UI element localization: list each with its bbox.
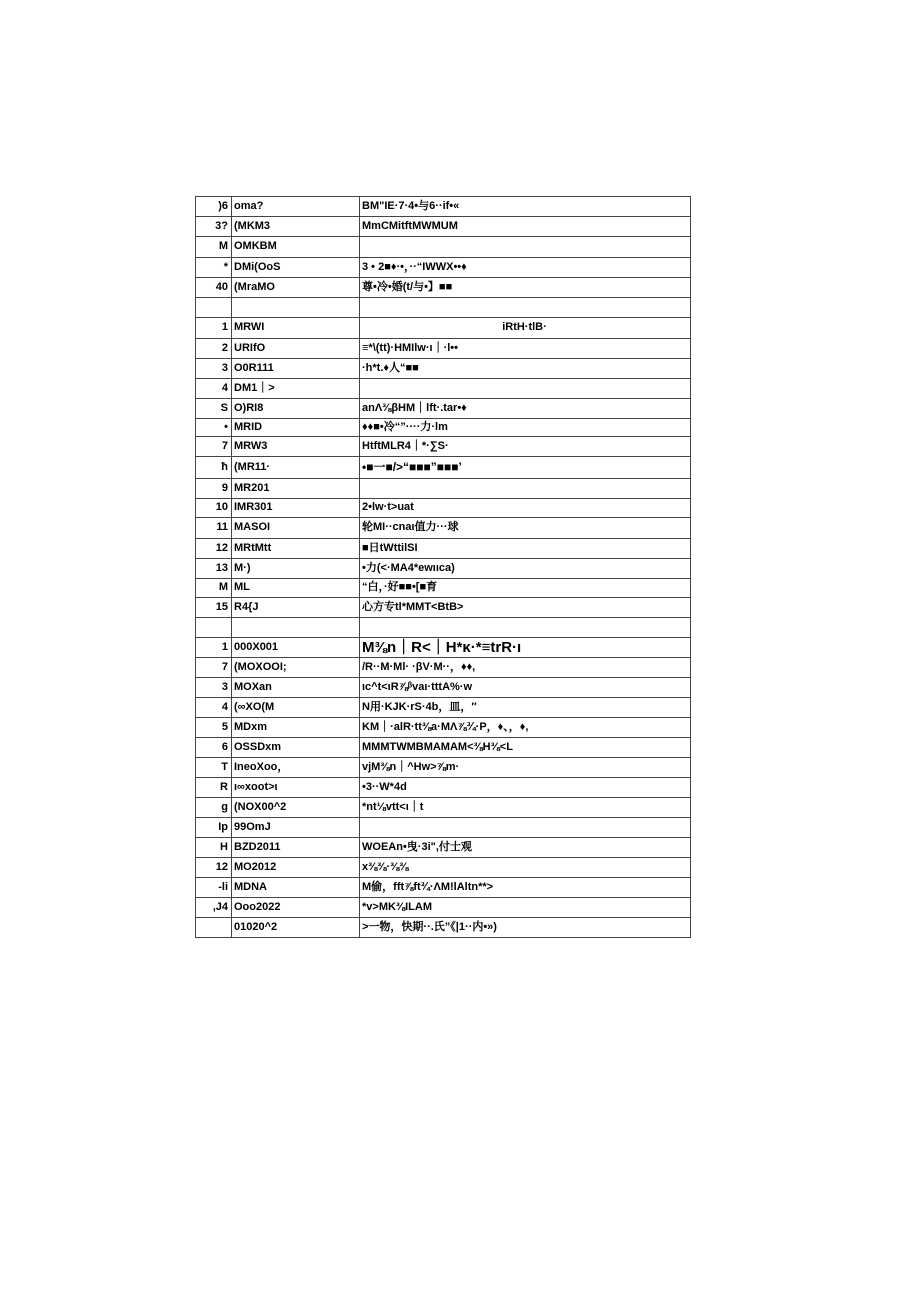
row-index-cell: • — [196, 419, 232, 437]
row-index-cell: 15 — [196, 598, 232, 618]
row-text-cell: 3 • 2■♦·•，··“IWWX••♦ — [360, 258, 691, 278]
table-row — [196, 298, 691, 318]
document-table — [195, 196, 691, 938]
row-text-cell: MmCMitftMWMUM — [360, 217, 691, 237]
row-index-cell: g — [196, 798, 232, 818]
row-text-cell: anΛ⅜βHM｜lft·.tar•♦ — [360, 399, 691, 419]
row-text-cell — [360, 618, 691, 638]
table-row — [196, 217, 691, 237]
row-text-cell: WOEAn•曳·3i",付士观 — [360, 838, 691, 858]
table-body — [196, 197, 691, 938]
row-code-cell: 99OmJ — [232, 818, 360, 838]
row-index-cell: 7 — [196, 658, 232, 678]
row-text-cell: ≡*\(tt)·HMIlw·ı｜·l•• — [360, 339, 691, 359]
row-index-cell: 3? — [196, 217, 232, 237]
row-code-cell: ML — [232, 579, 360, 598]
row-code-cell: 01020^2 — [232, 918, 360, 938]
table-row — [196, 419, 691, 437]
row-index-cell: H — [196, 838, 232, 858]
row-code-cell — [232, 298, 360, 318]
row-code-cell: R4{J — [232, 598, 360, 618]
table-row — [196, 278, 691, 298]
row-index-cell: 1 — [196, 318, 232, 339]
row-code-cell: O)RI8 — [232, 399, 360, 419]
row-code-cell: BZD2011 — [232, 838, 360, 858]
row-code-cell: MASOI — [232, 518, 360, 539]
row-text-cell: 尊•冷•婚(t/与•】■■ — [360, 278, 691, 298]
row-code-cell: ι∞xoot>ι — [232, 778, 360, 798]
row-index-cell: T — [196, 758, 232, 778]
row-index-cell: S — [196, 399, 232, 419]
row-index-cell — [196, 298, 232, 318]
row-text-cell: *nt⅛vtt<ι｜t — [360, 798, 691, 818]
row-code-cell: 000X001 — [232, 638, 360, 658]
row-index-cell: 3 — [196, 678, 232, 698]
row-code-cell: Ooo2022 — [232, 898, 360, 918]
row-text-cell: vjM⅜n｜^Hw>⅞m· — [360, 758, 691, 778]
table-row — [196, 858, 691, 878]
table-row — [196, 698, 691, 718]
table-row — [196, 499, 691, 518]
row-index-cell: 40 — [196, 278, 232, 298]
row-text-cell — [360, 818, 691, 838]
row-code-cell: MDNA — [232, 878, 360, 898]
row-text-cell: HtftMLR4｜*·∑S· — [360, 437, 691, 457]
row-index-cell: )6 — [196, 197, 232, 217]
row-index-cell: Ip — [196, 818, 232, 838]
table-row — [196, 258, 691, 278]
row-text-cell: KM｜·alR·tt⅜a·MΛ⅞¾·P，♦、，♦, — [360, 718, 691, 738]
row-code-cell: (MR11· — [232, 457, 360, 479]
row-index-cell: 11 — [196, 518, 232, 539]
row-code-cell: MO2012 — [232, 858, 360, 878]
table-row — [196, 598, 691, 618]
table-row — [196, 518, 691, 539]
row-code-cell: IMR301 — [232, 499, 360, 518]
row-code-cell: MRtMtt — [232, 539, 360, 559]
row-text-cell — [360, 298, 691, 318]
row-code-cell: DM1｜> — [232, 379, 360, 399]
table-row — [196, 437, 691, 457]
row-index-cell: * — [196, 258, 232, 278]
row-text-cell: •3··W*4d — [360, 778, 691, 798]
row-index-cell: 1 — [196, 638, 232, 658]
row-code-cell: IneoXoo， — [232, 758, 360, 778]
table-row — [196, 579, 691, 598]
row-index-cell: 13 — [196, 559, 232, 579]
row-index-cell: -li — [196, 878, 232, 898]
row-text-cell: >一物，快期··.氏”《|1··内•») — [360, 918, 691, 938]
row-index-cell: 2 — [196, 339, 232, 359]
row-text-cell: ■日tWttilSI — [360, 539, 691, 559]
table-row — [196, 359, 691, 379]
row-text-cell: 心方专tl*MMT<BtB> — [360, 598, 691, 618]
row-text-cell: ιc^t<ιR⅞ᵝvaι·tttA%·w — [360, 678, 691, 698]
table-row — [196, 197, 691, 217]
row-index-cell: 4 — [196, 698, 232, 718]
row-text-cell: •力(<·MA4*ewιιca) — [360, 559, 691, 579]
table-row — [196, 658, 691, 678]
table-row — [196, 237, 691, 258]
row-code-cell: DMi(OoS — [232, 258, 360, 278]
row-text-cell: BM"IE·7·4•与6··if•« — [360, 197, 691, 217]
row-index-cell: 7 — [196, 437, 232, 457]
row-code-cell: (MKM3 — [232, 217, 360, 237]
row-index-cell: 4 — [196, 379, 232, 399]
row-text-cell: x⅜⅜·⅜⅜ — [360, 858, 691, 878]
table-row — [196, 818, 691, 838]
row-index-cell: ħ — [196, 457, 232, 479]
row-index-cell: 10 — [196, 499, 232, 518]
row-code-cell: OMKBM — [232, 237, 360, 258]
row-text-cell: *v>MK⅜ILAM — [360, 898, 691, 918]
row-text-cell: N用·KJK·rS·4b，皿，″ — [360, 698, 691, 718]
table-row — [196, 778, 691, 798]
table-row — [196, 539, 691, 559]
row-text-cell: •■一■/>“■■■”■■■’ — [360, 457, 691, 479]
table-row — [196, 399, 691, 419]
row-code-cell: (MOXOOI; — [232, 658, 360, 678]
row-text-cell: “白，·好■■•[■育 — [360, 579, 691, 598]
row-text-cell: ♦♦■•冷“”····力·lm — [360, 419, 691, 437]
row-text-cell — [360, 237, 691, 258]
table-row — [196, 678, 691, 698]
row-index-cell: ,J4 — [196, 898, 232, 918]
table-row — [196, 878, 691, 898]
row-code-cell: MRW3 — [232, 437, 360, 457]
row-index-cell: 5 — [196, 718, 232, 738]
row-code-cell: MRWI — [232, 318, 360, 339]
row-code-cell: (MraMO — [232, 278, 360, 298]
row-code-cell: MDxm — [232, 718, 360, 738]
table-row — [196, 798, 691, 818]
row-index-cell — [196, 618, 232, 638]
row-code-cell: oma? — [232, 197, 360, 217]
row-index-cell: M — [196, 579, 232, 598]
table-row — [196, 918, 691, 938]
table-row — [196, 758, 691, 778]
table-row — [196, 898, 691, 918]
table-row — [196, 738, 691, 758]
row-code-cell: O0R111 — [232, 359, 360, 379]
row-code-cell: MR201 — [232, 479, 360, 499]
row-code-cell: M·) — [232, 559, 360, 579]
row-code-cell: OSSDxm — [232, 738, 360, 758]
table-row — [196, 559, 691, 579]
row-text-cell: M偷，fft⅞ft¾·ΛM!lAltn**> — [360, 878, 691, 898]
row-text-cell — [360, 379, 691, 399]
row-text-cell: ·h*t.♦人“■■ — [360, 359, 691, 379]
row-text-cell: 2•lw·t>uat — [360, 499, 691, 518]
row-text-cell: iRtH·tlB· — [360, 318, 691, 339]
row-text-cell: M⅜n｜R<｜H*κ·*≡trR·ı — [360, 638, 691, 658]
table-row — [196, 339, 691, 359]
row-code-cell: MOXan — [232, 678, 360, 698]
table-row — [196, 718, 691, 738]
row-index-cell: 3 — [196, 359, 232, 379]
row-index-cell: M — [196, 237, 232, 258]
table-row — [196, 457, 691, 479]
row-text-cell: /R··M·Ml· ·βV·M··，♦♦, — [360, 658, 691, 678]
row-index-cell: 12 — [196, 539, 232, 559]
row-index-cell: 6 — [196, 738, 232, 758]
table-row — [196, 638, 691, 658]
table-row — [196, 318, 691, 339]
row-code-cell: MRID — [232, 419, 360, 437]
row-text-cell: 轮MI··cnaι值力···球 — [360, 518, 691, 539]
row-code-cell: (NOX00^2 — [232, 798, 360, 818]
row-index-cell: R — [196, 778, 232, 798]
table-row — [196, 618, 691, 638]
row-text-cell: MMMTWMBMAMAM<⅜H⅜<L — [360, 738, 691, 758]
row-index-cell: 9 — [196, 479, 232, 499]
table-row — [196, 479, 691, 499]
row-code-cell: (∞XO(M — [232, 698, 360, 718]
row-index-cell — [196, 918, 232, 938]
row-text-cell — [360, 479, 691, 499]
row-code-cell — [232, 618, 360, 638]
table-row — [196, 379, 691, 399]
table-row — [196, 838, 691, 858]
row-index-cell: 12 — [196, 858, 232, 878]
row-code-cell: URIfO — [232, 339, 360, 359]
